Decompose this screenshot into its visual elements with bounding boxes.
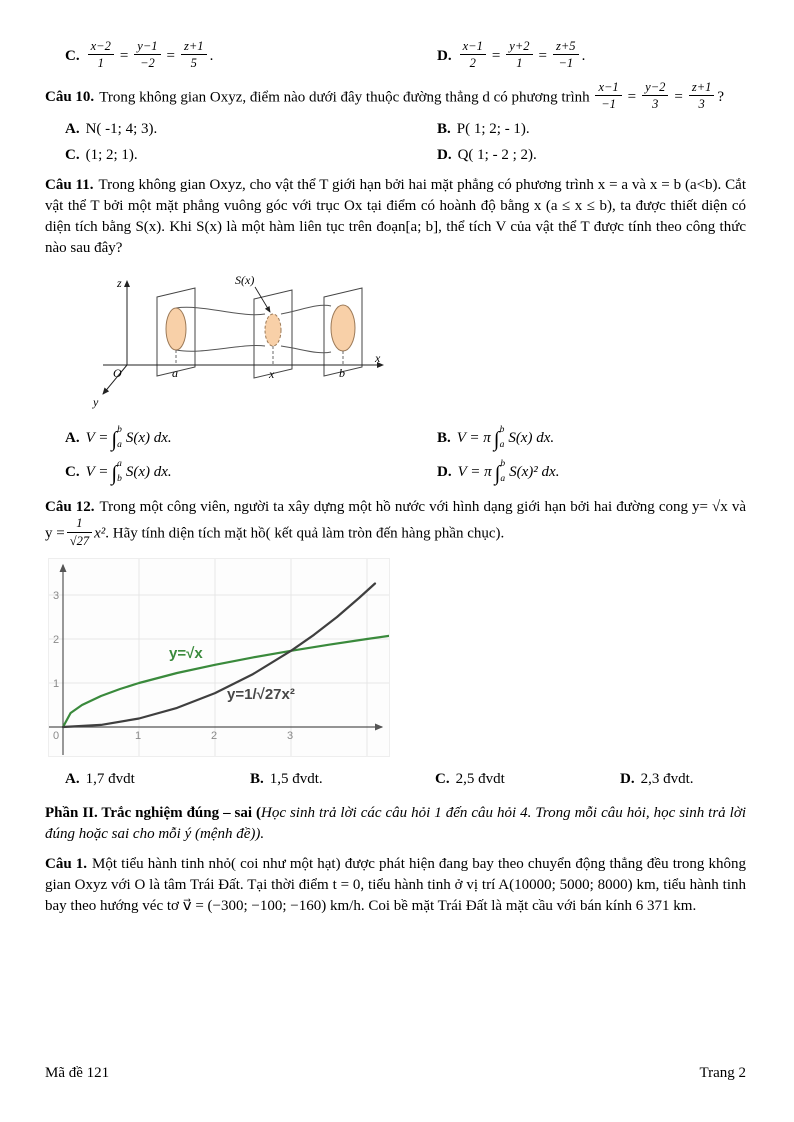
upper-limit: a — [117, 458, 122, 469]
q12-option-d — [600, 769, 785, 790]
q10-option-b — [417, 119, 530, 140]
option-label: D. — [437, 48, 452, 65]
y-axis-label: y — [93, 394, 99, 409]
x-axis-label: x — [375, 350, 381, 365]
fraction: $\frac{x-1}{2}$ — [460, 39, 486, 71]
sqrt-curve — [63, 636, 389, 727]
fraction: $\frac{x-2}{1}$ — [88, 39, 114, 71]
solid-cross-section-figure — [87, 273, 417, 413]
option-tail: . — [209, 48, 214, 65]
option-label: D. — [437, 463, 452, 480]
equals-sign: = — [491, 48, 501, 65]
q11-options-row-1 — [45, 425, 746, 454]
z-axis-label: z — [117, 275, 122, 290]
q12-option-a — [45, 769, 230, 790]
fraction: $\frac{z+5}{-1}$ — [553, 39, 579, 71]
q10-option-a — [45, 119, 417, 140]
q11-figure — [87, 273, 746, 420]
x-squared: x² — [94, 525, 106, 542]
question-label: Câu 1. — [45, 856, 88, 873]
q10-options-row-2 — [45, 145, 746, 166]
integrand: S(x) dx. — [508, 429, 555, 446]
integrand: S(x) dx. — [125, 463, 172, 480]
upper-limit: b — [499, 424, 505, 435]
exam-code: Mã đề 121 — [45, 1065, 110, 1081]
tick-x3: 3 — [287, 730, 294, 743]
integrand: S(x) dx. — [125, 429, 172, 446]
question-label: Câu 10. — [45, 89, 95, 106]
q12-option-c — [415, 769, 600, 790]
part2-q1 — [45, 854, 746, 917]
part2-instructions: Học sinh trả lời các câu hỏi 1 đến câu hỏi 4. Trong mỗi câu hỏi, học sinh trả lời đúng hoặc sai cho mỗi ý (mệnh đề)). — [45, 805, 746, 843]
q12-figure — [48, 558, 746, 764]
question-text: Một tiểu hành tinh nhỏ( coi như một hạt) được phát hiện đang bay theo chuyển động thẳng đều trong không gian Oxyz với O là tâm Trái Đất. Tại thời điểm t = 0, tiểu hành tinh ở vị trí A(10000; 5000; 8000) km, tiểu hành tinh bay theo hướng véc tơ v⃗ = (−300; −100; −160) km/h. Coi bề mặt Trái Đất là mặt cầu với bán kính 6 371 km. — [45, 856, 746, 915]
option-label: C. — [435, 771, 450, 788]
q10-options-row-1 — [45, 119, 746, 140]
integral-pre: V = — [457, 463, 481, 480]
tick-y3: 3 — [53, 590, 60, 603]
integral-limits — [117, 426, 122, 451]
q11-option-d — [417, 459, 559, 488]
lower-limit: a — [500, 474, 506, 485]
q10-question — [45, 79, 746, 114]
lower-limit: a — [499, 440, 505, 451]
option-text: 1,7 đvdt — [85, 771, 135, 788]
upper-limit: b — [117, 424, 122, 435]
sx-label: S(x) — [235, 272, 255, 287]
fraction: $\frac{x-1}{-1}$ — [595, 80, 621, 112]
option-text: P( 1; 2; - 1). — [456, 120, 530, 137]
pi-symbol: π — [484, 463, 492, 480]
pi-symbol: π — [483, 429, 491, 446]
part2-heading — [45, 803, 746, 845]
option-text: 2,3 đvdt. — [640, 771, 694, 788]
integral-sign: ∫ — [111, 460, 118, 485]
fraction: $\frac{y-1}{-2}$ — [134, 39, 160, 71]
option-text: N( -1; 4; 3). — [85, 120, 158, 137]
option-tail: . — [581, 48, 586, 65]
question-tail: ? — [717, 89, 725, 106]
q11-option-b — [417, 425, 554, 454]
question-text: Trong một công viên, người ta xây dựng một hồ nước với hình dạng giới hạn bởi hai đường cong y= √x và y = — [45, 499, 746, 542]
integral-sign: ∫ — [493, 426, 500, 451]
lower-limit: a — [117, 440, 122, 451]
q11-option-c — [45, 459, 417, 488]
option-text: (1; 2; 1). — [85, 146, 138, 163]
prev-option-c — [45, 41, 417, 73]
question-label: Câu 11. — [45, 176, 94, 193]
integral-sign: ∫ — [111, 426, 118, 451]
option-label: B. — [437, 120, 451, 137]
question-tail: . Hãy tính diện tích mặt hồ( kết quả làm tròn đến hàng phần chục). — [105, 525, 505, 542]
q12-options-row — [45, 769, 746, 790]
option-label: D. — [437, 146, 452, 163]
option-label: B. — [437, 429, 451, 446]
prev-option-d — [417, 41, 585, 73]
tick-y2: 2 — [53, 634, 60, 647]
b-label: b — [339, 365, 345, 380]
tick-y1: 1 — [53, 678, 60, 691]
tick-x2: 2 — [211, 730, 218, 743]
tick-0: 0 — [53, 730, 60, 743]
option-label: C. — [65, 463, 80, 480]
fraction: $\frac{z+1}{3}$ — [689, 80, 715, 112]
upper-limit: b — [500, 458, 506, 469]
option-label: D. — [620, 771, 635, 788]
lower-limit: b — [117, 474, 122, 485]
q12-question — [45, 497, 746, 550]
tick-x1: 1 — [135, 730, 142, 743]
integral-pre: V = — [85, 463, 109, 480]
parabola-curve-label: y=1/√27x² — [227, 686, 295, 704]
q11-options-row-2 — [45, 459, 746, 488]
integrand: S(x)² dx. — [509, 463, 560, 480]
x-position-label: x — [269, 366, 275, 381]
option-text: Q( 1; - 2 ; 2). — [457, 146, 537, 163]
q11-option-a — [45, 425, 417, 454]
option-label: B. — [250, 771, 264, 788]
integral-limits — [500, 426, 505, 451]
option-label: A. — [65, 429, 80, 446]
option-text: 1,5 đvdt. — [269, 771, 323, 788]
integral-limits — [117, 460, 122, 485]
fraction: $\frac{z+1}{5}$ — [181, 39, 207, 71]
q10-option-c — [45, 145, 417, 166]
question-label: Câu 12. — [45, 499, 95, 516]
integral-sign: ∫ — [494, 460, 501, 485]
a-label: a — [172, 365, 178, 380]
integral-pre: V = — [85, 429, 109, 446]
question-text: Trong không gian Oxyz, điểm nào dưới đây thuộc đường thẳng d có phương trình — [99, 89, 590, 106]
option-label: C. — [65, 48, 80, 65]
option-label: A. — [65, 120, 80, 137]
q12-option-b — [230, 769, 415, 790]
lake-curves-graph — [48, 558, 390, 757]
equals-sign: = — [538, 48, 547, 65]
option-label: A. — [65, 771, 80, 788]
integral-limits — [500, 460, 505, 485]
page-footer — [45, 1063, 746, 1084]
fraction: $\frac{1}{√27}$ — [67, 516, 92, 548]
sqrt-curve-label: y=√x — [169, 645, 203, 663]
q10-option-d — [417, 145, 537, 166]
fraction: $\frac{y+2}{1}$ — [506, 39, 532, 71]
question-text: Trong không gian Oxyz, cho vật thể T giới hạn bởi hai mặt phẳng có phương trình x = a và x = b (a<b). Cắt vật thể T bởi một mặt phẳng vuông góc với trục Ox tại điểm có hoành độ bằng x (a ≤ x ≤ b), ta được thiết diện có diện tích bằng S(x). Khi S(x) là một hàm liên tục trên đoạn[a; b], thể tích V của vật thể T được tính theo công thức nào sau đây? — [45, 176, 746, 256]
equals-sign: = — [674, 89, 683, 106]
parabola-curve — [63, 584, 375, 728]
option-text: 2,5 đvdt — [455, 771, 505, 788]
integral-pre: V = — [456, 429, 480, 446]
prev-options-row — [45, 41, 746, 73]
part2-title: Phần II. Trắc nghiệm đúng – sai ( — [45, 805, 262, 822]
origin-label: O — [113, 365, 122, 380]
q11-question — [45, 175, 746, 259]
equals-sign: = — [119, 48, 129, 65]
equals-sign: = — [166, 48, 175, 65]
option-label: C. — [65, 146, 80, 163]
page-number: Trang 2 — [699, 1065, 746, 1081]
fraction: $\frac{y-2}{3}$ — [642, 80, 668, 112]
equals-sign: = — [627, 89, 637, 106]
